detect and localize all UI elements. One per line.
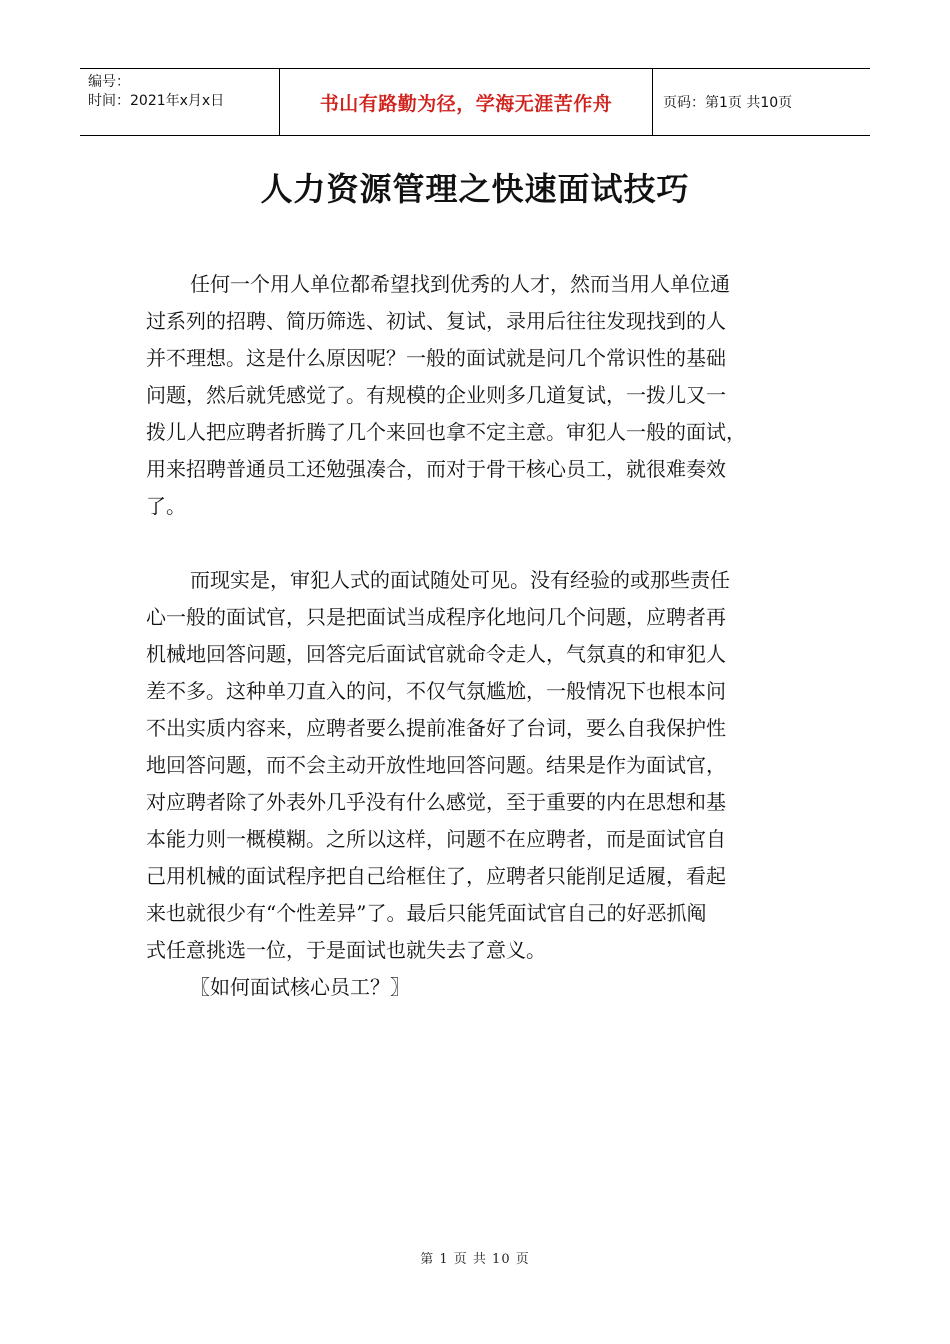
paragraph-line: 了。 xyxy=(146,494,186,518)
paragraph-line: 不出实质内容来，应聘者要么提前准备好了台词，要么自我保护性 xyxy=(146,716,726,740)
paragraph-line: 来也就很少有“个性差异”了。最后只能凭面试官自己的好恶抓阄 xyxy=(146,901,707,925)
paragraph-line: 并不理想。这是什么原因呢？一般的面试就是问几个常识性的基础 xyxy=(146,346,726,370)
paragraph-line: 差不多。这种单刀直入的问，不仅气氛尴尬，一般情况下也根本问 xyxy=(146,679,726,703)
paragraph-line: 对应聘者除了外表外几乎没有什么感觉，至于重要的内在思想和基 xyxy=(146,790,726,814)
paragraph-line: 拨儿人把应聘者折腾了几个来回也拿不定主意。审犯人一般的面试， xyxy=(146,420,746,444)
page-footer: 第 1 页 共 10 页 xyxy=(420,1252,530,1267)
header-motto-cell xyxy=(280,69,653,135)
paragraph-2 xyxy=(146,562,826,969)
paragraph-line: 而现实是，审犯人式的面试随处可见。没有经验的或那些责任 xyxy=(190,568,730,592)
paragraph-line: 机械地回答问题，回答完后面试官就命令走人，气氛真的和审犯人 xyxy=(146,642,726,666)
header-page-info: 页码：第1页 共10页 xyxy=(663,95,793,111)
section-subheading: 〖如何面试核心员工？〗 xyxy=(190,975,410,999)
document-title: 人力资源管理之快速面试技巧 xyxy=(260,170,690,208)
paragraph-line: 问题，然后就凭感觉了。有规模的企业则多几道复试，一拨儿又一 xyxy=(146,383,726,407)
document-time-label: 时间：2021年x月x日 xyxy=(88,93,225,109)
paragraph-gap xyxy=(146,525,826,562)
document-number-label: 编号： xyxy=(88,74,130,90)
document-body xyxy=(146,266,826,1006)
header-page-info-cell xyxy=(653,69,870,135)
header-meta xyxy=(80,69,280,135)
paragraph-line: 式任意挑选一位，于是面试也就失去了意义。 xyxy=(146,938,546,962)
paragraph-line: 任何一个用人单位都希望找到优秀的人才，然而当用人单位通 xyxy=(190,272,730,296)
paragraph-line: 本能力则一概模糊。之所以这样，问题不在应聘者，而是面试官自 xyxy=(146,827,726,851)
paragraph-line: 用来招聘普通员工还勉强凑合，而对于骨干核心员工，就很难奏效 xyxy=(146,457,726,481)
paragraph-line: 心一般的面试官，只是把面试当成程序化地问几个问题，应聘者再 xyxy=(146,605,726,629)
paragraph-line: 过系列的招聘、简历筛选、初试、复试，录用后往往发现找到的人 xyxy=(146,309,726,333)
paragraph-line: 地回答问题，而不会主动开放性地回答问题。结果是作为面试官， xyxy=(146,753,726,777)
document-header xyxy=(80,68,870,136)
paragraph-1 xyxy=(146,266,826,525)
header-motto: 书山有路勤为径，学海无涯苦作舟 xyxy=(319,92,613,115)
paragraph-line: 己用机械的面试程序把自己给框住了，应聘者只能削足适履，看起 xyxy=(146,864,726,888)
